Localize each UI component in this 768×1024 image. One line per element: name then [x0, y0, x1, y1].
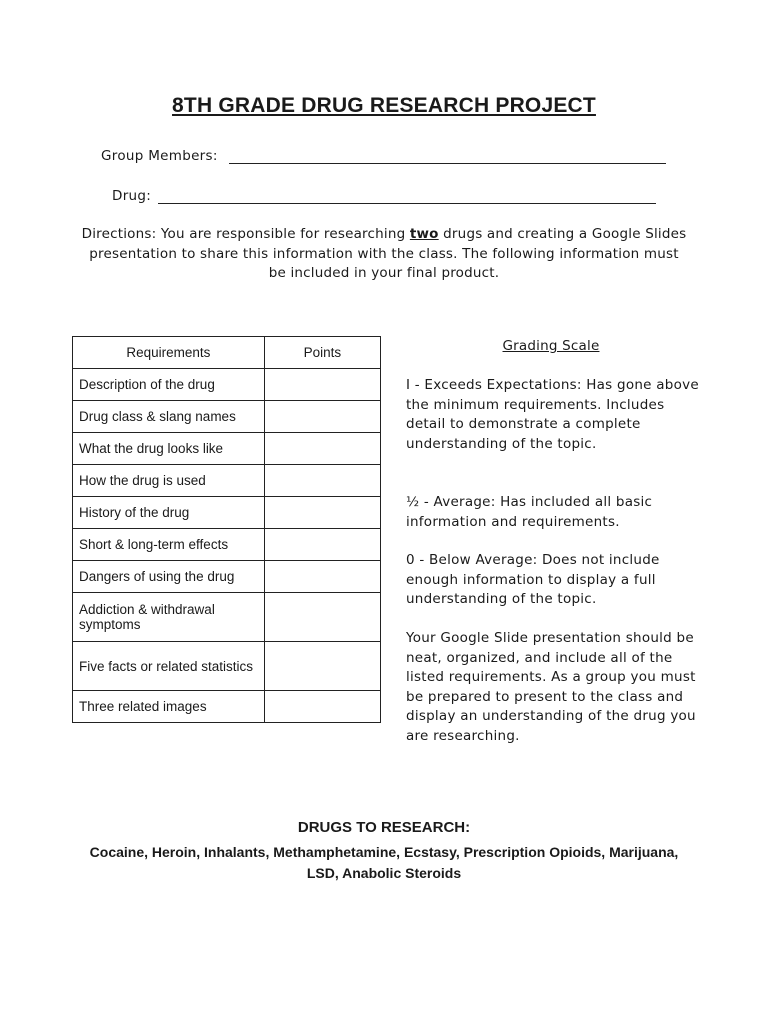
group-members-field — [101, 148, 671, 170]
table-row — [73, 561, 381, 593]
grading-scale-title: Grading Scale — [502, 338, 600, 354]
requirement-cell: History of the drug — [73, 497, 265, 529]
points-cell[interactable] — [264, 369, 380, 401]
requirements-table — [72, 336, 381, 723]
table-row — [73, 401, 381, 433]
table-header-row — [73, 337, 381, 369]
requirement-cell: Addiction & withdrawal symptoms — [73, 593, 265, 642]
requirement-cell: Drug class & slang names — [73, 401, 265, 433]
table-row — [73, 369, 381, 401]
requirement-cell: How the drug is used — [73, 465, 265, 497]
table-row — [73, 497, 381, 529]
grading-average: ½ - Average: Has included all basic information and requirements. — [406, 494, 653, 530]
requirement-cell: Dangers of using the drug — [73, 561, 265, 593]
table-row — [73, 529, 381, 561]
table-row — [73, 691, 381, 723]
drugs-heading: DRUGS TO RESEARCH: — [297, 819, 471, 836]
directions-text-end: drugs and creating a Google Slides presentation to share this information with the class. The following information must be included in your final product. — [89, 226, 687, 281]
grading-note: Your Google Slide presentation should be neat, organized, and include all of the listed requirements. As a group you must be prepared to present to the class and display an understanding of the drug you are researching. — [406, 630, 696, 744]
points-cell[interactable] — [264, 529, 380, 561]
points-cell[interactable] — [264, 433, 380, 465]
requirement-cell: Three related images — [73, 691, 265, 723]
points-cell[interactable] — [264, 401, 380, 433]
points-cell[interactable] — [264, 497, 380, 529]
points-cell[interactable] — [264, 642, 380, 691]
group-members-label: Group Members: — [101, 148, 218, 164]
requirement-cell: Five facts or related statistics — [73, 642, 265, 691]
grading-below: 0 - Below Average: Does not include enough information to display a full understanding of the topic. — [406, 552, 660, 608]
table-row — [73, 642, 381, 691]
requirement-cell: Short & long-term effects — [73, 529, 265, 561]
points-cell[interactable] — [264, 465, 380, 497]
directions-emphasis: two — [409, 226, 439, 242]
table-row — [73, 465, 381, 497]
table-row — [73, 593, 381, 642]
table-row — [73, 433, 381, 465]
grading-exceeds: I - Exceeds Expectations: Has gone above the minimum requirements. Includes detail to demonstrate a complete understanding of the topic. — [406, 377, 699, 452]
page-title: 8TH GRADE DRUG RESEARCH PROJECT — [172, 94, 596, 117]
requirement-cell: What the drug looks like — [73, 433, 265, 465]
drug-field — [112, 188, 672, 210]
points-cell[interactable] — [264, 561, 380, 593]
requirements-header: Requirements — [73, 337, 265, 369]
drug-blank-line[interactable] — [158, 203, 656, 204]
points-cell[interactable] — [264, 593, 380, 642]
directions-text-start: Directions: You are responsible for researching — [81, 226, 410, 242]
drug-label: Drug: — [112, 188, 152, 204]
drugs-list: Cocaine, Heroin, Inhalants, Methamphetamine, Ecstasy, Prescription Opioids, Marijuana, LSD, Anabolic Steroids — [89, 844, 679, 881]
points-cell[interactable] — [264, 691, 380, 723]
points-header: Points — [264, 337, 380, 369]
group-members-blank-line[interactable] — [229, 163, 666, 164]
directions-paragraph — [80, 225, 688, 284]
requirement-cell: Description of the drug — [73, 369, 265, 401]
